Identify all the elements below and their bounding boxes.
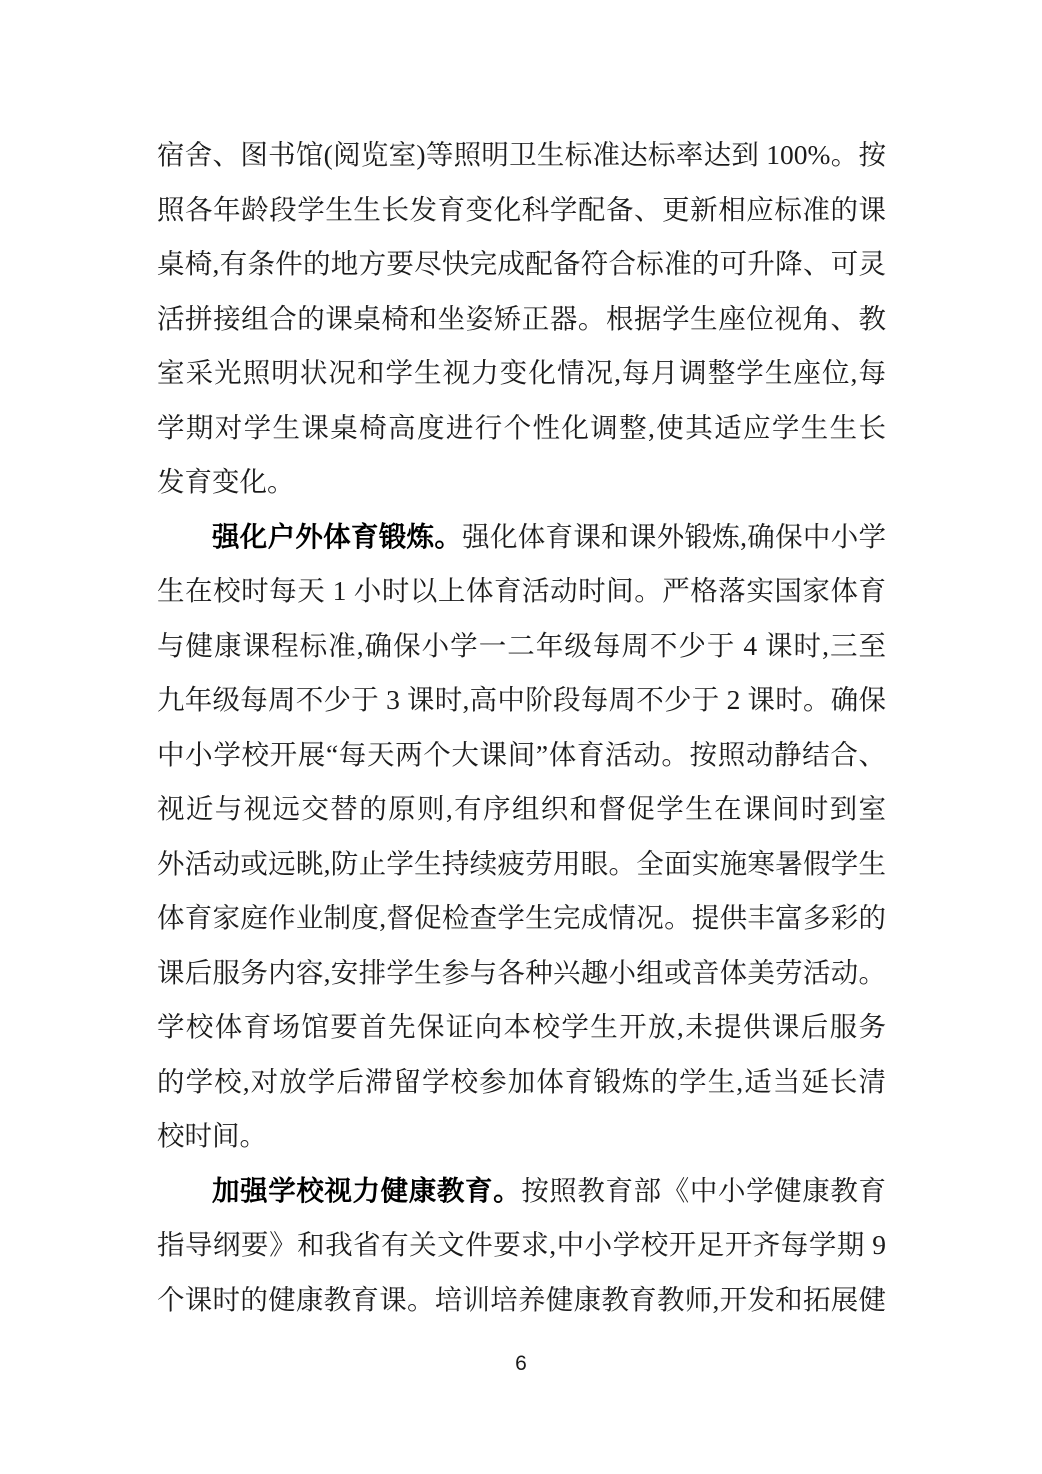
line-text: 室采光照明状况和学生视力变化情况,每月调整学生座位,每 xyxy=(157,357,886,388)
line-text: 生在校时每天 1 小时以上体育活动时间。严格落实国家体育 xyxy=(157,575,886,606)
text-line xyxy=(157,292,886,347)
text-line xyxy=(157,946,886,1001)
line-text: 学校体育场馆要首先保证向本校学生开放,未提供课后服务 xyxy=(157,1011,886,1042)
text-line xyxy=(157,728,886,783)
text-line xyxy=(157,837,886,892)
text-line xyxy=(157,237,886,292)
line-text: 桌椅,有条件的地方要尽快完成配备符合标准的可升降、可灵 xyxy=(157,248,886,279)
text-line xyxy=(157,183,886,238)
paragraph-heading: 加强学校视力健康教育。 xyxy=(212,1174,522,1206)
line-text: 外活动或远眺,防止学生持续疲劳用眼。全面实施寒暑假学生 xyxy=(157,847,886,879)
line-text: 视近与视远交替的原则,有序组织和督促学生在课间时到室 xyxy=(157,793,886,824)
line-text: 活拼接组合的课桌椅和坐姿矫正器。根据学生座位视角、教 xyxy=(157,302,886,334)
text-line xyxy=(157,401,886,456)
document-body xyxy=(157,128,886,1327)
line-text: 照各年龄段学生生长发育变化科学配备、更新相应标准的课 xyxy=(157,193,886,225)
line-text: 校时间。 xyxy=(157,1120,267,1151)
text-line xyxy=(157,619,886,674)
text-line xyxy=(157,1000,886,1055)
line-text: 强化体育课和课外锻炼,确保中小学 xyxy=(462,520,886,552)
text-line xyxy=(157,673,886,728)
text-line xyxy=(157,891,886,946)
line-text: 体育家庭作业制度,督促检查学生完成情况。提供丰富多彩的 xyxy=(157,902,886,933)
line-text: 中小学校开展“每天两个大课间”体育活动。按照动静结合、 xyxy=(157,738,886,770)
text-line xyxy=(157,455,886,510)
line-text: 课后服务内容,安排学生参与各种兴趣小组或音体美劳活动。 xyxy=(157,956,886,988)
text-line xyxy=(157,510,886,565)
text-line xyxy=(157,782,886,837)
paragraph-heading: 强化户外体育锻炼。 xyxy=(212,520,463,552)
text-line xyxy=(157,1164,886,1219)
line-text: 与健康课程标准,确保小学一二年级每周不少于 4 课时,三至 xyxy=(157,629,886,661)
page-number: 6 xyxy=(515,1352,527,1375)
text-line xyxy=(157,128,886,183)
text-line xyxy=(157,346,886,401)
line-text: 发育变化。 xyxy=(157,466,295,497)
line-text: 宿舍、图书馆(阅览室)等照明卫生标准达标率达到 100%。按 xyxy=(157,139,886,170)
text-line xyxy=(157,1273,886,1328)
text-line xyxy=(157,564,886,619)
line-text: 的学校,对放学后滞留学校参加体育锻炼的学生,适当延长清 xyxy=(157,1065,886,1097)
line-text: 个课时的健康教育课。培训培养健康教育教师,开发和拓展健 xyxy=(157,1283,886,1315)
text-line xyxy=(157,1218,886,1273)
text-line xyxy=(157,1055,886,1110)
text-line xyxy=(157,1109,886,1164)
line-text: 指导纲要》和我省有关文件要求,中小学校开足开齐每学期 9 xyxy=(157,1229,886,1260)
line-text: 学期对学生课桌椅高度进行个性化调整,使其适应学生生长 xyxy=(157,411,886,443)
line-text: 九年级每周不少于 3 课时,高中阶段每周不少于 2 课时。确保 xyxy=(157,684,886,715)
line-text: 按照教育部《中小学健康教育 xyxy=(521,1174,886,1206)
